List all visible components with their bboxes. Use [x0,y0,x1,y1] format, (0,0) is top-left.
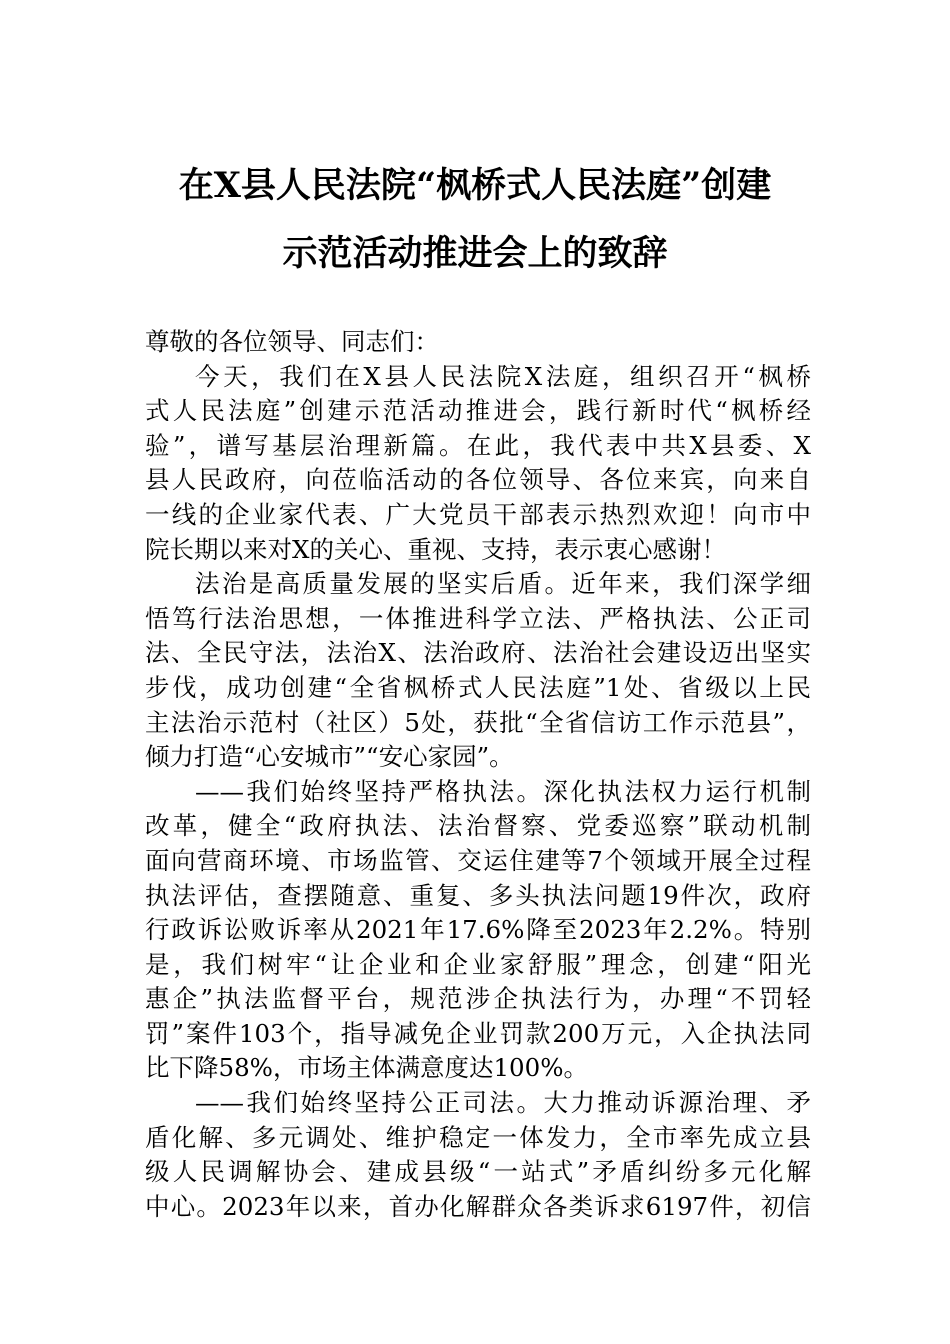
paragraph [145,1086,811,1224]
paragraph-line: 盾化解、多元调处、维护稳定一体发力，全市率先成立县 [145,1122,811,1152]
paragraph-line: 是，我们树牢“让企业和企业家舒服”理念，创建“阳光 [145,949,811,979]
paragraph-line: 一线的企业家代表、广大党员干部表示热烈欢迎！向市中 [145,499,811,529]
paragraph-line: 面向营商环境、市场监管、交运住建等7个领域开展全过程 [145,845,811,875]
paragraph-line: 式人民法庭”创建示范活动推进会，践行新时代“枫桥经 [145,396,811,426]
paragraph-line: 中心。2023年以来，首办化解群众各类诉求6197件，初信 [145,1191,811,1221]
paragraph-line: 院长期以来对X的关心、重视、支持，表示衷心感谢！ [145,534,726,564]
paragraph-line: 执法评估，查摆随意、重复、多头执法问题19件次，政府 [145,880,811,910]
paragraph-line: 法治是高质量发展的坚实后盾。近年来，我们深学细 [195,569,811,599]
paragraph-line: 悟笃行法治思想，一体推进科学立法、严格执法、公正司 [145,603,811,633]
paragraph-line: 步伐，成功创建“全省枫桥式人民法庭”1处、省级以上民 [145,672,811,702]
paragraph-line: 验”，谱写基层治理新篇。在此，我代表中共X县委、X [145,430,811,460]
paragraph-line: 县人民政府，向莅临活动的各位领导、各位来宾，向来自 [145,465,811,495]
document-title-line-2: 示范活动推进会上的致辞 [282,233,668,274]
paragraph-line: ——我们始终坚持公正司法。大力推动诉源治理、矛 [195,1088,811,1118]
salutation: 尊敬的各位领导、同志们： [145,327,439,356]
paragraph-line: 惠企”执法监督平台，规范涉企执法行为，办理“不罚轻 [145,984,811,1014]
paragraph-line: 倾力打造“心安城市”“安心家园”。 [145,742,514,772]
paragraph-line: ——我们始终坚持严格执法。深化执法权力运行机制 [195,776,811,806]
document-title-line-1: 在X县人民法院“枫桥式人民法庭”创建 [178,165,772,206]
paragraph [145,567,811,775]
document-body [145,325,811,1224]
paragraph-line: 今天，我们在X县人民法院X法庭，组织召开“枫桥 [195,361,811,391]
paragraph [145,360,811,568]
paragraph-line: 法、全民守法，法治X、法治政府、法治社会建设迈出坚实 [145,638,811,668]
paragraph-line: 改革，健全“政府执法、法治督察、党委巡察”联动机制 [145,811,811,841]
paragraph-line: 主法治示范村（社区）5处，获批“全省信访工作示范县”， [145,707,811,737]
paragraph-line: 级人民调解协会、建成县级“一站式”矛盾纠纷多元化解 [145,1157,811,1187]
paragraph-line: 行政诉讼败诉率从2021年17.6%降至2023年2.2%。特别 [145,915,811,945]
paragraph-line: 罚”案件103个，指导减免企业罚款200万元，入企执法同 [145,1018,811,1048]
paragraph-line: 比下降58%，市场主体满意度达100%。 [145,1053,588,1083]
paragraph [145,775,811,1086]
paragraph-list [145,360,811,1225]
